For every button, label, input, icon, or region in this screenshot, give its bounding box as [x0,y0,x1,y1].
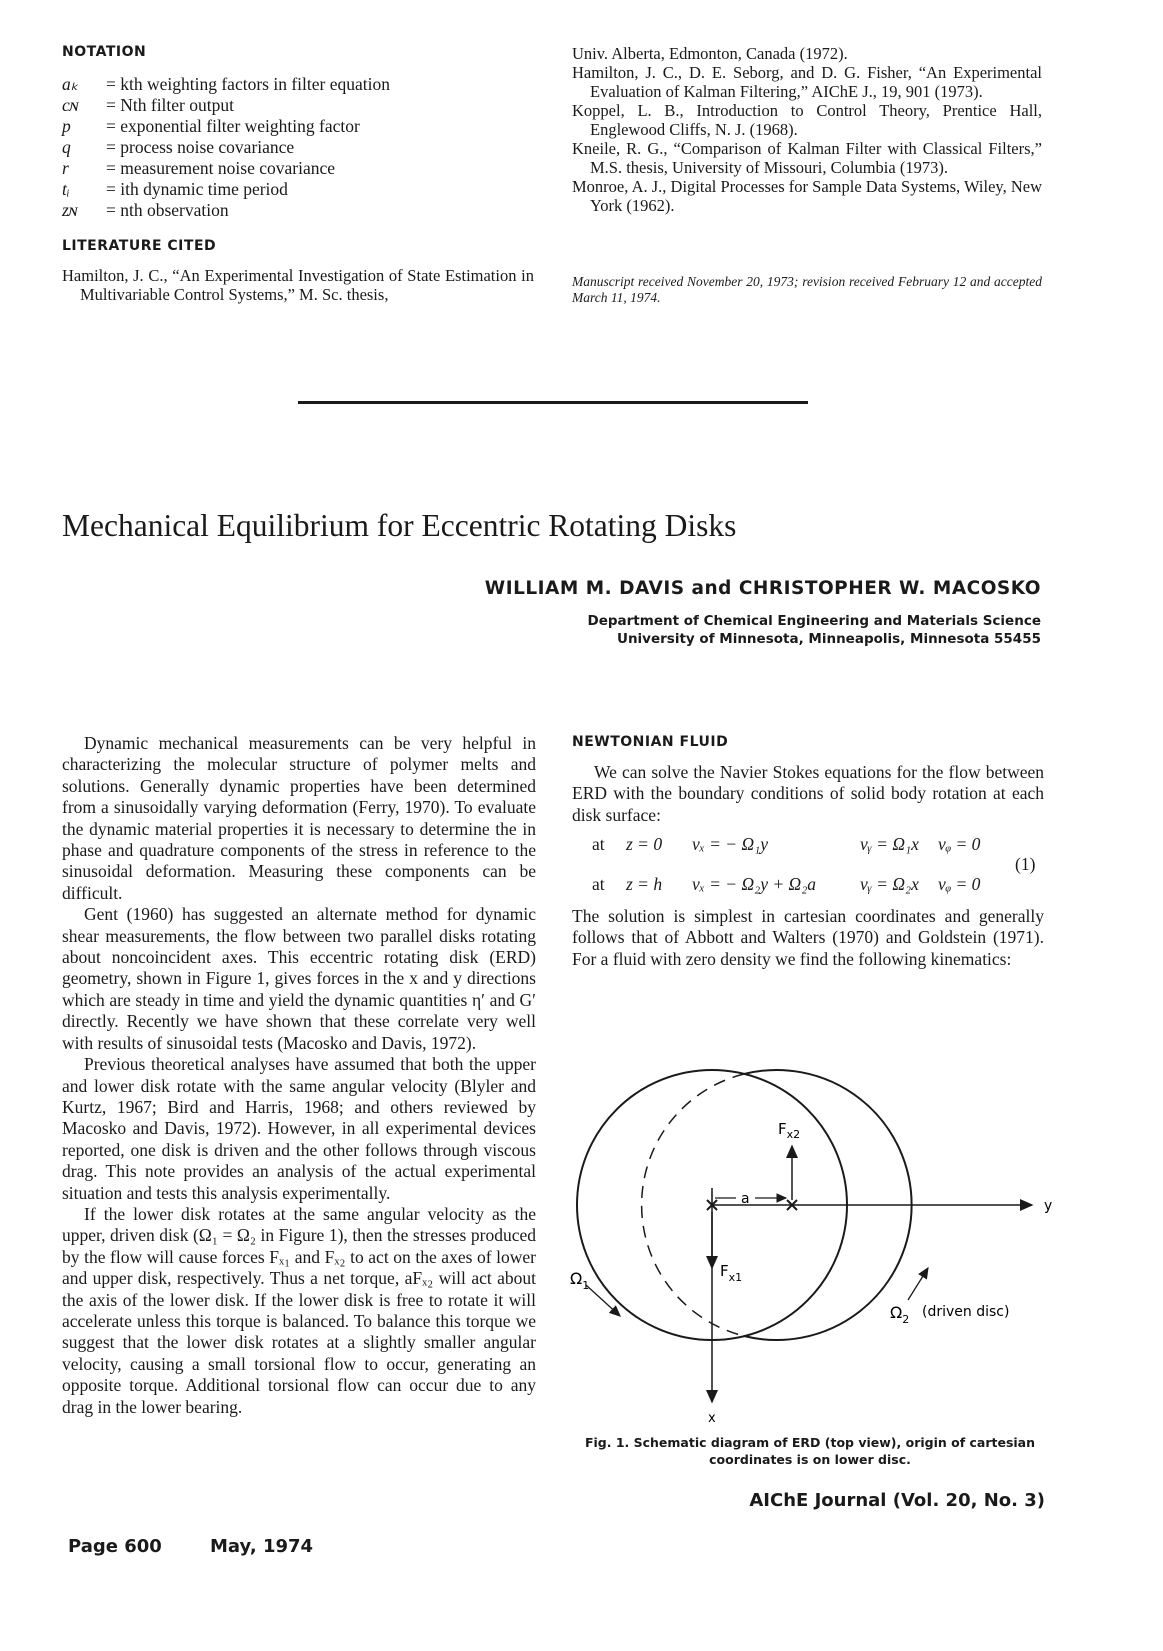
page-number: Page 600 [68,1536,162,1557]
manuscript-note: Manuscript received November 20, 1973; revision received February 12 and accepted March 11, 1974. [572,274,1042,305]
notation-item [62,95,542,116]
x-label: x [708,1411,716,1426]
notation-symbol: q [62,137,71,157]
notation-item [62,200,542,221]
fx1-label: $F_{x1}$ [720,1262,743,1284]
eq1-at: at [592,834,605,854]
notation-symbol: p [62,116,71,136]
erd-diagram [560,1050,1060,1430]
article-title: Mechanical Equilibrium for Eccentric Rotating Disks [62,508,737,543]
right-references [572,44,1042,215]
eq1-vy: vᵧ = Ω₁x [860,834,919,854]
left-references [62,266,534,304]
body-paragraph: Previous theoretical analyses have assumed that both the upper and lower disk rotate with the same angular velocity (Blyler and Kurtz, 1967; Bird and Harris, 1968; and others reviewed by Macosko and Davis, 1972). However, in all experimental devices reported, one disk is driven and the other follows through viscous drag. This note provides an analysis of the actual experimental situation and tests this analysis experimentally. [62,1054,536,1203]
notation-definition: = exponential filter weighting factor [106,116,360,136]
notation-symbol: tᵢ [62,179,70,199]
y-label: y [1044,1198,1053,1214]
eq2-at: at [592,874,605,894]
notation-symbol: cɴ [62,95,79,115]
literature-heading: LITERATURE CITED [62,238,217,254]
eq2-z: z = h [626,874,663,894]
notation-item [62,137,542,158]
body-paragraph: Dynamic mechanical measurements can be very helpful in characterizing the molecular structure of polymer melts and solutions. Generally dynamic properties have been determined from a sinusoidally varying deformation (Ferry, 1970). To evaluate the dynamic material properties it is necessary to determine the in phase and quadrature components of the stress in reference to the sinusoidal deformation. Measuring these components can be difficult. [62,733,536,903]
reference-entry: Koppel, L. B., Introduction to Control Theory, Prentice Hall, Englewood Cliffs, N. J. (1968). [572,101,1042,139]
omega2-label: $\Omega_2$ [890,1303,910,1326]
eq1-z: z = 0 [626,834,663,854]
notation-item [62,74,542,95]
issue-date: May, 1974 [210,1536,314,1557]
notation-definition: = measurement noise covariance [106,158,336,178]
omega1-label: $\Omega_1$ [570,1269,590,1292]
reference-entry: Univ. Alberta, Edmonton, Canada (1972). [572,44,848,63]
authors: WILLIAM M. DAVIS and CHRISTOPHER W. MACOSKO [484,578,1041,599]
notation-item [62,179,542,200]
reference-entry: Monroe, A. J., Digital Processes for Sample Data Systems, Wiley, New York (1962). [572,177,1042,215]
eq-number: (1) [1015,854,1036,874]
left-column [62,733,536,1418]
notation-definition: = process noise covariance [106,137,295,157]
eq2-vz: vᵩ = 0 [938,874,981,894]
eq1-vz: vᵩ = 0 [938,834,981,854]
section-divider [298,401,808,404]
newtonian-heading: NEWTONIAN FLUID [572,734,729,750]
notation-item [62,158,542,179]
affiliation-department: Department of Chemical Engineering and Materials Science [587,613,1041,629]
driven-disc-label: (driven disc) [922,1304,1010,1320]
notation-definition: = Nth filter output [106,95,234,115]
right-para-1: We can solve the Navier Stokes equations for the flow between ERD with the boundary conditions of solid body rotation at each disk surface: [572,762,1044,825]
equation-1 [592,834,1052,894]
eq1-vx: vₓ = − Ω₁y [692,834,768,854]
body-paragraph: Gent (1960) has suggested an alternate method for dynamic shear measurements, the flow between two parallel disks rotating about noncoincident axes. This eccentric rotating disk (ERD) geometry, shown in Figure 1, gives forces in the x and y directions which are steady in time and yield the dynamic quantities η′ and G′ directly. Recently we have shown that these correlate very well with results of sinusoidal tests (Macosko and Davis, 1972). [62,904,536,1053]
affiliation-university: University of Minnesota, Minneapolis, Minnesota 55455 [616,631,1041,647]
eq2-vy: vᵧ = Ω₂x [860,874,919,894]
notation-symbol: zɴ [62,200,78,220]
omega1-arrow [586,1285,620,1316]
right-para-2: The solution is simplest in cartesian coordinates and generally follows that of Abbott and Walters (1970) and Goldstein (1971). For a fluid with zero density we find the following kinematics: [572,906,1044,969]
notation-definition: = kth weighting factors in filter equation [106,74,390,94]
affiliation [588,612,1041,648]
omega2-arrow [908,1268,928,1300]
a-label: a [741,1191,750,1207]
notation-symbol: aₖ [62,74,79,94]
fx2-label: $F_{x2}$ [778,1120,801,1141]
notation-symbol: r [62,158,69,178]
reference-entry: Hamilton, J. C., “An Experimental Investigation of State Estimation in Multivariable Control Systems,” M. Sc. thesis, [62,266,534,304]
notation-definition: = nth observation [106,200,229,220]
body-paragraph: If the lower disk rotates at the same angular velocity as the upper, driven disk (Ω₁ = Ω₂ in Figure 1), then the stresses produced by the flow will cause forces Fₓ₁ and Fₓ₂ to act on the axes of lower and upper disk, respectively. Thus a net torque, aFₓ₂ will act about the axis of the lower disk. If the lower disk is free to rotate it will accelerate unless this torque is balanced. To balance this torque we suggest that the lower disk rotates at a slightly smaller angular velocity, causing a small torsional flow to occur, generating an opposite torque. Additional torsional flow can occur due to any drag in the lower bearing. [62,1203,536,1417]
eq2-vx: vₓ = − Ω₂y + Ω₂a [692,874,817,894]
notation-item [62,116,542,137]
notation-heading: NOTATION [62,44,147,60]
journal-name: AIChE Journal (Vol. 20, No. 3) [749,1490,1045,1511]
notation-definition: = ith dynamic time period [106,179,288,199]
reference-entry: Kneile, R. G., “Comparison of Kalman Filter with Classical Filters,” M.S. thesis, University of Missouri, Columbia (1973). [572,139,1042,177]
figure-caption: Fig. 1. Schematic diagram of ERD (top view), origin of cartesian coordinates is on lower disc. [584,1435,1036,1467]
notation-list [62,74,542,221]
reference-entry: Hamilton, J. C., D. E. Seborg, and D. G. Fisher, “An Experimental Evaluation of Kalman Filtering,” AIChE J., 19, 901 (1973). [572,63,1042,101]
